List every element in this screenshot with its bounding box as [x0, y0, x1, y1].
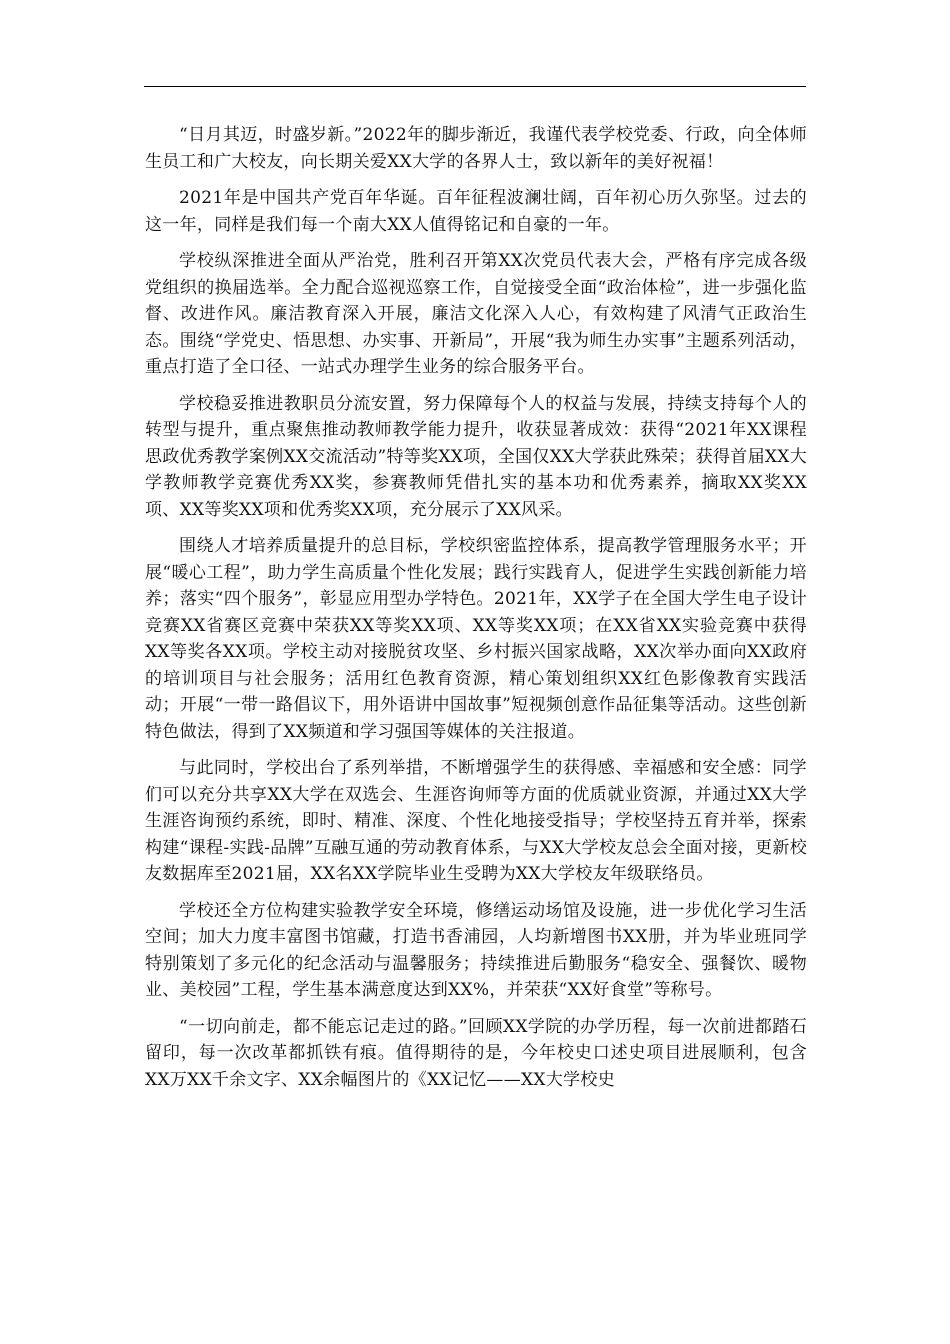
paragraph-school-history: “一切向前走，都不能忘记走过的路。”回顾XX学院的办学历程，每一次前进都踏石留印，每一次改革都抓铁有痕。值得期待的是，今年校史口述史项目进展顺利，包含XX万XX千余文字、XX余幅图片的《XX记忆——XX大学校史 — [145, 1016, 807, 1090]
paragraph-party-building: 学校纵深推进全面从严治党，胜利召开第XX次党员代表大会，严格有序完成各级党组织的换届选举。全力配合巡视巡察工作，自觉接受全面“政治体检”，进一步强化监督、改进作风。廉洁教育深入开展，廉洁文化深入人心，有效构建了风清气正政治生态。围绕“学党史、悟思想、办实事、开新局”，开展“我为师生办实事”主题系列活动，重点打造了全口径、一站式办理学生业务的综合服务平台。 — [145, 251, 807, 377]
paragraph-centenary: 2021年是中国共产党百年华诞。百年征程波澜壮阔，百年初心历久弥坚。过去的这一年，同样是我们每一个南大XX人值得铭记和自豪的一年。 — [145, 188, 807, 235]
paragraph-talent-cultivation: 围绕人才培养质量提升的总目标，学校织密监控体系，提高教学管理服务水平；开展“暖心工程”，助力学生高质量个性化发展；践行实践育人，促进学生实践创新能力培养；落实“四个服务”，彰显应用型办学特色。2021年，XX学子在全国大学生电子设计竞赛XX省赛区竞赛中荣获XX等奖XX项、XX等奖XX项；在XX省XX实验竞赛中获得XX等奖各XX项。学校主动对接脱贫攻坚、乡村振兴国家战略，XX次举办面向XX政府的培训项目与社会服务；活用红色教育资源，精心策划组织XX红色影像教育实践活动；开展“一带一路倡议下，用外语讲中国故事”短视频创意作品征集等活动。这些创新特色做法，得到了XX频道和学习强国等媒体的关注报道。 — [145, 536, 807, 742]
document-body — [145, 122, 807, 1103]
paragraph-student-services: 与此同时，学校出台了系列举措，不断增强学生的获得感、幸福感和安全感：同学们可以充分共享XX大学在双选会、生涯咨询师等方面的优质就业资源，并通过XX大学生涯咨询预约系统，即时、精准、深度、个性化地接受指导；学校坚持五育并举，探索构建“课程-实践-品牌”互融互通的劳动教育体系，与XX大学校友总会全面对接，更新校友数据库至2021届，XX名XX学院毕业生受聘为XX大学校友年级联络员。 — [145, 758, 807, 884]
paragraph-new-year-greeting: “日月其迈，时盛岁新。”2022年的脚步渐近，我谨代表学校党委、行政，向全体师生员工和广大校友，向长期关爱XX大学的各界人士，致以新年的美好祝福！ — [145, 125, 807, 172]
header-rule — [144, 86, 806, 87]
paragraph-faculty-development: 学校稳妥推进教职员分流安置，努力保障每个人的权益与发展，持续支持每个人的转型与提升，重点聚焦推动教师教学能力提升，收获显著成效：获得“2021年XX课程思政优秀教学案例XX交流活动”特等奖XX项，全国仅XX大学获此殊荣；获得首届XX大学教师教学竞赛优秀XX奖，参赛教师凭借扎实的基本功和优秀素养，摘取XX奖XX项、XX等奖XX项和优秀奖XX项，充分展示了XX风采。 — [145, 393, 807, 520]
paragraph-campus-environment: 学校还全方位构建实验教学安全环境，修缮运动场馆及设施，进一步优化学习生活空间；加大力度丰富图书馆藏，打造书香浦园，人均新增图书XX册，并为毕业班同学特别策划了多元化的纪念活动与温馨服务；持续推进后勤服务“稳安全、强餐饮、暖物业、美校园”工程，学生基本满意度达到XX%，并荣获“XX好食堂”等称号。 — [145, 900, 807, 1000]
